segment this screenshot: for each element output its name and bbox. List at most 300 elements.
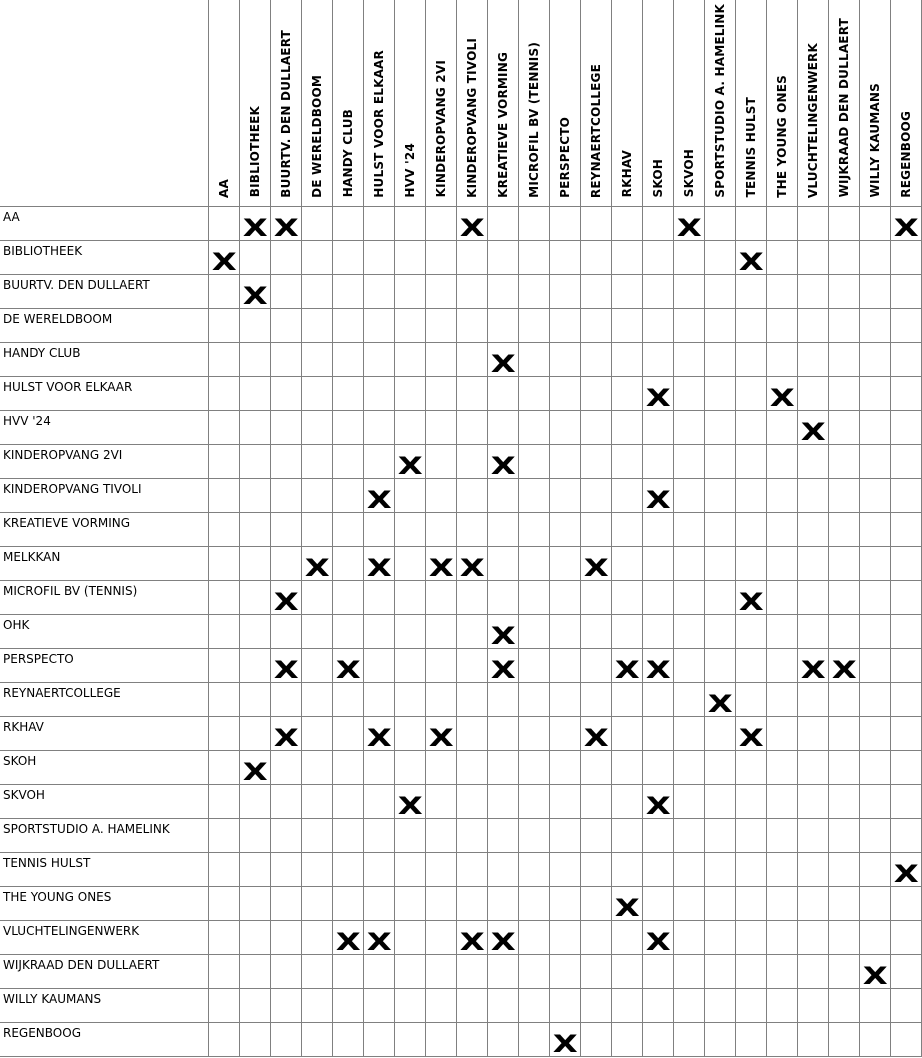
- matrix-cell: [767, 546, 798, 580]
- matrix-cell: [643, 852, 674, 886]
- matrix-cell: [271, 852, 302, 886]
- matrix-cell: [705, 410, 736, 444]
- column-header-label: KINDEROPVANG 2VI: [434, 60, 448, 198]
- matrix-cell: [581, 886, 612, 920]
- table-row: [0, 444, 922, 478]
- matrix-cell: [364, 920, 395, 954]
- column-header-label: HANDY CLUB: [341, 109, 355, 198]
- matrix-cell: [674, 444, 705, 478]
- matrix-cell: [705, 716, 736, 750]
- table-row: [0, 478, 922, 512]
- matrix-cell: [240, 274, 271, 308]
- matrix-cell: [550, 920, 581, 954]
- matrix-cell: [736, 852, 767, 886]
- column-header: [271, 0, 302, 206]
- matrix-cell: [209, 614, 240, 648]
- matrix-cell: [829, 308, 860, 342]
- matrix-cell: [736, 308, 767, 342]
- matrix-cell: [767, 648, 798, 682]
- matrix-cell: [240, 920, 271, 954]
- matrix-cell: [488, 920, 519, 954]
- row-header-label: KREATIEVE VORMING: [0, 512, 209, 546]
- matrix-cell: [426, 478, 457, 512]
- matrix-cell: [333, 478, 364, 512]
- matrix-cell: [736, 920, 767, 954]
- matrix-cell: [674, 478, 705, 512]
- row-header-label: WILLY KAUMANS: [0, 988, 209, 1022]
- matrix-cell: [550, 512, 581, 546]
- table-row: [0, 580, 922, 614]
- matrix-cell: [488, 240, 519, 274]
- matrix-cell: [736, 1022, 767, 1056]
- matrix-cell: [364, 240, 395, 274]
- matrix-cell: [798, 818, 829, 852]
- matrix-cell: [674, 410, 705, 444]
- matrix-cell: [674, 546, 705, 580]
- matrix-cell: [271, 716, 302, 750]
- matrix-cell: [457, 818, 488, 852]
- x-mark-icon: X: [645, 383, 671, 412]
- matrix-cell: [240, 784, 271, 818]
- x-mark-icon: X: [645, 655, 671, 684]
- column-header-label: WILLY KAUMANS: [868, 83, 882, 198]
- matrix-cell: [488, 682, 519, 716]
- matrix-cell: [891, 342, 922, 376]
- row-header-label: HVV '24: [0, 410, 209, 444]
- x-mark-icon: X: [676, 213, 702, 242]
- table-row: [0, 784, 922, 818]
- matrix-cell: [829, 614, 860, 648]
- matrix-cell: [302, 682, 333, 716]
- matrix-cell: [426, 206, 457, 240]
- matrix-cell: [488, 512, 519, 546]
- row-header-label: WIJKRAAD DEN DULLAERT: [0, 954, 209, 988]
- matrix-cell: [550, 478, 581, 512]
- column-header-label: SPORTSTUDIO A. HAMELINK: [713, 4, 727, 198]
- matrix-cell: [612, 784, 643, 818]
- matrix-cell: [364, 716, 395, 750]
- matrix-cell: [705, 682, 736, 716]
- matrix-cell: [643, 274, 674, 308]
- matrix-cell: [798, 954, 829, 988]
- matrix-cell: [488, 546, 519, 580]
- matrix-cell: [705, 614, 736, 648]
- matrix-cell: [705, 342, 736, 376]
- matrix-cell: [519, 784, 550, 818]
- matrix-cell: [488, 478, 519, 512]
- row-header-label: REYNAERTCOLLEGE: [0, 682, 209, 716]
- column-header: [860, 0, 891, 206]
- matrix-cell: [426, 920, 457, 954]
- matrix-cell: [426, 308, 457, 342]
- matrix-cell: [798, 648, 829, 682]
- matrix-cell: [581, 308, 612, 342]
- matrix-cell: [240, 716, 271, 750]
- matrix-cell: [550, 818, 581, 852]
- matrix-cell: [209, 716, 240, 750]
- matrix-cell: [364, 206, 395, 240]
- matrix-cell: [674, 648, 705, 682]
- matrix-cell: [550, 682, 581, 716]
- matrix-cell: [643, 206, 674, 240]
- matrix-cell: [581, 852, 612, 886]
- matrix-cell: [488, 784, 519, 818]
- x-mark-icon: X: [459, 213, 485, 242]
- matrix-cell: [891, 206, 922, 240]
- matrix-cell: [209, 954, 240, 988]
- matrix-cell: [364, 954, 395, 988]
- x-mark-icon: X: [707, 689, 733, 718]
- matrix-cell: [550, 614, 581, 648]
- matrix-cell: [271, 648, 302, 682]
- matrix-cell: [457, 512, 488, 546]
- matrix-cell: [705, 886, 736, 920]
- matrix-cell: [519, 512, 550, 546]
- matrix-cell: [457, 478, 488, 512]
- matrix-cell: [860, 886, 891, 920]
- column-header-label: PERSPECTO: [558, 116, 572, 198]
- matrix-cell: [705, 784, 736, 818]
- matrix-cell: [736, 580, 767, 614]
- matrix-cell: [271, 682, 302, 716]
- matrix-cell: [674, 308, 705, 342]
- matrix-cell: [767, 954, 798, 988]
- matrix-cell: [364, 512, 395, 546]
- matrix-cell: [395, 818, 426, 852]
- matrix-cell: [395, 308, 426, 342]
- matrix-cell: [302, 308, 333, 342]
- matrix-cell: [581, 580, 612, 614]
- matrix-cell: [891, 512, 922, 546]
- matrix-cell: [240, 342, 271, 376]
- matrix-cell: [457, 920, 488, 954]
- matrix-cell: [674, 1022, 705, 1056]
- matrix-cell: [302, 1022, 333, 1056]
- column-header: [643, 0, 674, 206]
- matrix-cell: [891, 988, 922, 1022]
- matrix-cell: [643, 682, 674, 716]
- matrix-cell: [209, 852, 240, 886]
- matrix-cell: [860, 580, 891, 614]
- matrix-cell: [643, 648, 674, 682]
- matrix-cell: [519, 716, 550, 750]
- matrix-cell: [581, 614, 612, 648]
- matrix-cell: [798, 546, 829, 580]
- matrix-cell: [395, 648, 426, 682]
- matrix-cell: [829, 376, 860, 410]
- matrix-cell: [736, 750, 767, 784]
- matrix-cell: [891, 376, 922, 410]
- matrix-cell: [705, 240, 736, 274]
- matrix-cell: [891, 580, 922, 614]
- matrix-cell: [767, 342, 798, 376]
- matrix-cell: [860, 308, 891, 342]
- matrix-cell: [612, 988, 643, 1022]
- matrix-cell: [798, 886, 829, 920]
- matrix-cell: [333, 614, 364, 648]
- x-mark-icon: X: [242, 213, 268, 242]
- matrix-cell: [333, 410, 364, 444]
- x-mark-icon: X: [490, 621, 516, 650]
- matrix-cell: [302, 512, 333, 546]
- matrix-cell: [798, 342, 829, 376]
- matrix-cell: [333, 240, 364, 274]
- matrix-cell: [891, 444, 922, 478]
- matrix-cell: [612, 546, 643, 580]
- column-header: [457, 0, 488, 206]
- x-mark-icon: X: [490, 927, 516, 956]
- matrix-cell: [550, 784, 581, 818]
- matrix-cell: [736, 546, 767, 580]
- column-header-label: RKHAV: [620, 150, 634, 198]
- matrix-cell: [643, 614, 674, 648]
- matrix-cell: [519, 750, 550, 784]
- matrix-cell: [240, 818, 271, 852]
- row-header-label: KINDEROPVANG TIVOLI: [0, 478, 209, 512]
- matrix-cell: [643, 580, 674, 614]
- row-header-label: REGENBOOG: [0, 1022, 209, 1056]
- matrix-cell: [550, 444, 581, 478]
- table-row: [0, 274, 922, 308]
- matrix-cell: [891, 682, 922, 716]
- matrix-cell: [643, 716, 674, 750]
- matrix-cell: [736, 410, 767, 444]
- x-mark-icon: X: [366, 485, 392, 514]
- matrix-cell: [364, 342, 395, 376]
- matrix-cell: [860, 716, 891, 750]
- matrix-cell: [271, 784, 302, 818]
- matrix-cell: [767, 988, 798, 1022]
- matrix-cell: [643, 478, 674, 512]
- matrix-cell: [333, 784, 364, 818]
- matrix-cell: [333, 274, 364, 308]
- matrix-cell: [488, 648, 519, 682]
- matrix-cell: [674, 376, 705, 410]
- matrix-cell: [860, 478, 891, 512]
- matrix-cell: [829, 546, 860, 580]
- matrix-cell: [457, 886, 488, 920]
- matrix-cell: [209, 988, 240, 1022]
- matrix-cell: [798, 206, 829, 240]
- x-mark-icon: X: [583, 723, 609, 752]
- matrix-cell: [736, 716, 767, 750]
- matrix-cell: [891, 648, 922, 682]
- matrix-cell: [643, 750, 674, 784]
- column-header: [891, 0, 922, 206]
- row-header-label: MELKKAN: [0, 546, 209, 580]
- matrix-cell: [674, 342, 705, 376]
- matrix-cell: [798, 988, 829, 1022]
- matrix-cell: [519, 1022, 550, 1056]
- x-mark-icon: X: [800, 655, 826, 684]
- matrix-cell: [395, 580, 426, 614]
- row-header-label: SPORTSTUDIO A. HAMELINK: [0, 818, 209, 852]
- matrix-cell: [271, 512, 302, 546]
- x-mark-icon: X: [645, 485, 671, 514]
- matrix-cell: [240, 614, 271, 648]
- matrix-cell: [364, 376, 395, 410]
- matrix-cell: [240, 410, 271, 444]
- matrix-cell: [426, 682, 457, 716]
- matrix-cell: [736, 376, 767, 410]
- matrix-cell: [581, 274, 612, 308]
- matrix-cell: [891, 546, 922, 580]
- matrix-cell: [767, 444, 798, 478]
- matrix-cell: [891, 784, 922, 818]
- x-mark-icon: X: [490, 655, 516, 684]
- matrix-cell: [395, 546, 426, 580]
- matrix-cell: [829, 580, 860, 614]
- matrix-cell: [457, 954, 488, 988]
- table-row: [0, 852, 922, 886]
- matrix-cell: [550, 308, 581, 342]
- matrix-cell: [271, 818, 302, 852]
- column-header-label: AA: [217, 178, 231, 198]
- matrix-cell: [209, 206, 240, 240]
- matrix-cell: [643, 444, 674, 478]
- matrix-cell: [426, 376, 457, 410]
- matrix-cell: [209, 240, 240, 274]
- matrix-cell: [519, 614, 550, 648]
- row-header-label: SKVOH: [0, 784, 209, 818]
- matrix-cell: [209, 512, 240, 546]
- matrix-cell: [550, 954, 581, 988]
- matrix-cell: [705, 206, 736, 240]
- matrix-cell: [705, 478, 736, 512]
- x-mark-icon: X: [738, 587, 764, 616]
- matrix-cell: [860, 750, 891, 784]
- row-header-label: OHK: [0, 614, 209, 648]
- matrix-cell: [550, 716, 581, 750]
- matrix-cell: [767, 920, 798, 954]
- matrix-cell: [488, 716, 519, 750]
- matrix-cell: [240, 444, 271, 478]
- column-header-label: REYNAERTCOLLEGE: [589, 63, 603, 198]
- matrix-cell: [767, 580, 798, 614]
- matrix-cell: [612, 274, 643, 308]
- matrix-cell: [798, 308, 829, 342]
- x-mark-icon: X: [273, 213, 299, 242]
- matrix-cell: [829, 784, 860, 818]
- matrix-cell: [860, 444, 891, 478]
- matrix-cell: [426, 342, 457, 376]
- column-header: [612, 0, 643, 206]
- matrix-cell: [302, 240, 333, 274]
- matrix-cell: [457, 614, 488, 648]
- row-header-label: RKHAV: [0, 716, 209, 750]
- table-row: [0, 920, 922, 954]
- matrix-cell: [581, 1022, 612, 1056]
- row-header-label: THE YOUNG ONES: [0, 886, 209, 920]
- matrix-cell: [891, 308, 922, 342]
- x-mark-icon: X: [304, 553, 330, 582]
- matrix-cell: [705, 852, 736, 886]
- matrix-cell: [488, 274, 519, 308]
- matrix-cell: [519, 954, 550, 988]
- matrix-cell: [271, 274, 302, 308]
- matrix-cell: [891, 240, 922, 274]
- matrix-cell: [240, 852, 271, 886]
- matrix-cell: [488, 308, 519, 342]
- x-mark-icon: X: [428, 553, 454, 582]
- matrix-cell: [302, 852, 333, 886]
- matrix-cell: [271, 410, 302, 444]
- matrix-cell: [457, 376, 488, 410]
- matrix-cell: [209, 546, 240, 580]
- matrix-cell: [426, 1022, 457, 1056]
- matrix-cell: [240, 546, 271, 580]
- matrix-cell: [364, 444, 395, 478]
- matrix-cell: [612, 444, 643, 478]
- matrix-cell: [674, 512, 705, 546]
- matrix-cell: [736, 784, 767, 818]
- matrix-cell: [581, 478, 612, 512]
- matrix-cell: [829, 988, 860, 1022]
- matrix-cell: [798, 444, 829, 478]
- matrix-cell: [364, 818, 395, 852]
- matrix-cell: [705, 546, 736, 580]
- matrix-cell: [395, 682, 426, 716]
- matrix-cell: [612, 716, 643, 750]
- x-mark-icon: X: [366, 927, 392, 956]
- matrix-cell: [550, 274, 581, 308]
- matrix-cell: [426, 750, 457, 784]
- row-header-label: AA: [0, 206, 209, 240]
- matrix-cell: [209, 920, 240, 954]
- x-mark-icon: X: [769, 383, 795, 412]
- matrix-cell: [333, 444, 364, 478]
- matrix-cell: [767, 886, 798, 920]
- matrix-cell: [829, 818, 860, 852]
- matrix-cell: [395, 512, 426, 546]
- matrix-cell: [674, 784, 705, 818]
- column-header-label: TENNIS HULST: [744, 97, 758, 198]
- matrix-cell: [767, 206, 798, 240]
- x-mark-icon: X: [831, 655, 857, 684]
- matrix-cell: [364, 274, 395, 308]
- matrix-cell: [736, 682, 767, 716]
- matrix-cell: [426, 784, 457, 818]
- matrix-cell: [271, 376, 302, 410]
- x-mark-icon: X: [490, 451, 516, 480]
- matrix-cell: [643, 342, 674, 376]
- table-row: [0, 240, 922, 274]
- matrix-cell: [209, 478, 240, 512]
- matrix-cell: [891, 750, 922, 784]
- matrix-cell: [333, 818, 364, 852]
- column-header: [705, 0, 736, 206]
- matrix-cell: [333, 580, 364, 614]
- matrix-cell: [519, 308, 550, 342]
- matrix-cell: [798, 240, 829, 274]
- matrix-cell: [209, 444, 240, 478]
- column-header: [581, 0, 612, 206]
- matrix-cell: [519, 240, 550, 274]
- matrix-cell: [364, 614, 395, 648]
- table-row: [0, 648, 922, 682]
- matrix-cell: [829, 750, 860, 784]
- matrix-cell: [302, 580, 333, 614]
- matrix-cell: [674, 682, 705, 716]
- column-header: [798, 0, 829, 206]
- table-row: [0, 308, 922, 342]
- matrix-cell: [612, 478, 643, 512]
- matrix-cell: [767, 274, 798, 308]
- matrix-cell: [488, 580, 519, 614]
- matrix-cell: [488, 614, 519, 648]
- matrix-cell: [550, 240, 581, 274]
- matrix-cell: [395, 206, 426, 240]
